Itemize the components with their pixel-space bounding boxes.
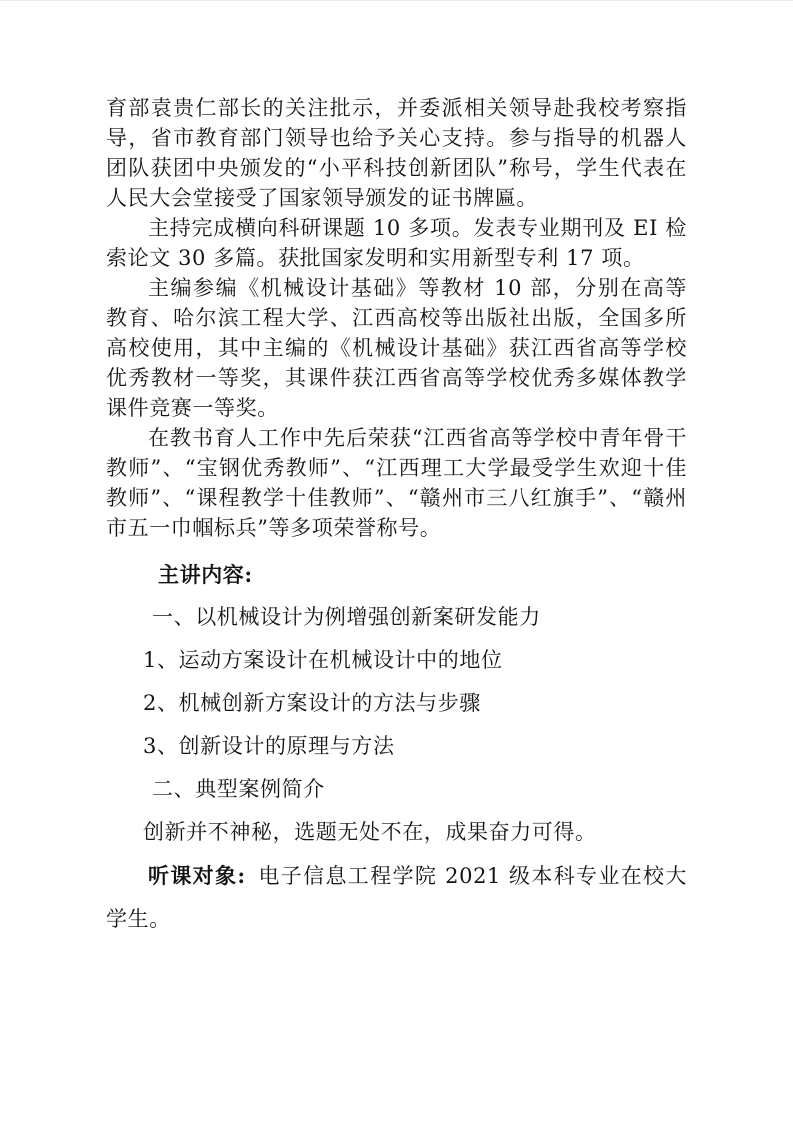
bio-paragraph-continuation: 育部袁贵仁部长的关注批示，并委派相关领导赴我校考察指导，省市教育部门领导也给予关心支持。参与指导的机器人团队获团中央颁发的“小平科技创新团队”称号，学生代表在人民大会堂接受了国家领导颁发的证书牌匾。 (106, 96, 687, 210)
lecture-content-heading: 主讲内容: (158, 562, 253, 587)
biography-section (106, 93, 687, 543)
bio-paragraph-textbooks: 主编参编《机械设计基础》等教材 10 部，分别在高等教育、哈尔滨工程大学、江西高校等出版社出版，全国多所高校使用，其中主编的《机械设计基础》获江西省高等学校优秀教材一等奖，其课件获江西省高等学校优秀多媒体教学课件竞赛一等奖。 (106, 276, 687, 420)
outline-numbered-item-2: 2、机械创新方案设计的方法与步骤 (143, 691, 481, 715)
audience-label: 听课对象: (148, 863, 246, 888)
bio-paragraph-research: 主持完成横向科研课题 10 多项。发表专业期刊及 EI 检索论文 30 多篇。获批国家发明和实用新型专利 17 项。 (106, 216, 687, 270)
lecture-section (106, 553, 687, 941)
outline-section-two: 二、典型案例简介 (152, 777, 325, 801)
outline-note: 创新并不神秘，选题无处不在，成果奋力可得。 (143, 820, 597, 844)
audience-paragraph (106, 854, 687, 941)
outline-numbered-item-1: 1、运动方案设计在机械设计中的地位 (143, 648, 503, 672)
bio-paragraph-honors: 在教书育人工作中先后荣获“江西省高等学校中青年骨干教师”、“宝钢优秀教师”、“江西理工大学最受学生欢迎十佳教师”、“课程教学十佳教师”、“赣州市三八红旗手”、“赣州市五一巾帼标兵”等多项荣誉称号。 (106, 426, 687, 540)
outline-numbered-item-3: 3、创新设计的原理与方法 (143, 734, 395, 758)
audience-text: 电子信息工程学院 2021 级本科专业在校大学生。 (106, 864, 687, 931)
outline-section-one: 一、以机械设计为例增强创新案研发能力 (152, 605, 541, 629)
